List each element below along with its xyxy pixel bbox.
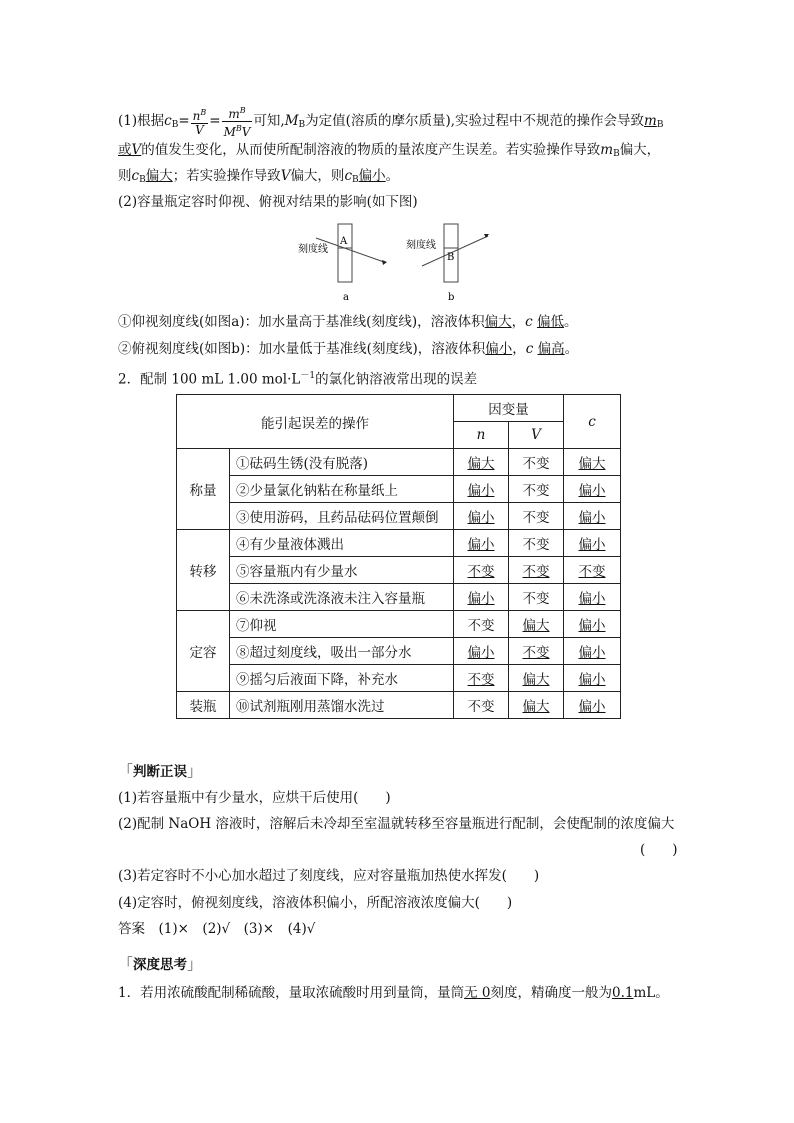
effect-cell-n: 偏小 [454, 503, 509, 530]
effect-cell-c: 偏小 [564, 476, 621, 503]
scale-line-label-b: 刻度线 [406, 240, 436, 251]
effect-cell-v: 不变 [509, 449, 564, 476]
point-a-label: A [340, 236, 348, 247]
effect-cell-v: 不变 [509, 503, 564, 530]
effect-cell-c: 不变 [564, 557, 621, 584]
operation-cell: ⑤容量瓶内有少量水 [230, 557, 454, 584]
caption-b: b [448, 292, 455, 303]
judge-section-title: 「判断正误」 [118, 762, 203, 780]
effect-cell-c: 偏小 [564, 584, 621, 611]
fraction-n-over-v: $\frac{n^B}{V}$ [192, 108, 207, 137]
operation-cell: ③使用游码，且药品砝码位置颠倒 [230, 503, 454, 530]
judge-q2: (2)配制 NaOH 溶液时，溶解后未冷却至室温就转移至容量瓶进行配制，会使配制的浓度偏大 [118, 816, 675, 832]
effect-cell-v: 偏大 [509, 665, 564, 692]
effect-cell-n: 不变 [454, 665, 509, 692]
effect-cell-n: 偏小 [454, 530, 509, 557]
operation-cell: ①砝码生锈(没有脱落) [230, 449, 454, 476]
header-c: c [564, 395, 621, 449]
table-row [177, 476, 621, 503]
paragraph-look-up: ①仰视刻度线(如图a)：加水量高于基准线(刻度线)，溶液体积偏大，c 偏低。 [118, 314, 578, 330]
header-operation: 能引起误差的操作 [177, 395, 454, 449]
effect-cell-n: 不变 [454, 557, 509, 584]
group-label: 转移 [177, 530, 230, 611]
formula-line: (1)根据$c_B=$ $\frac{n^B}{V}$ = $\frac{m^B}{M^BV}$ 可知$,M_B$为定值(溶质的摩尔质量),实验过程中不规范的操作会导致$m_B$ [118, 106, 664, 139]
judge-q2-blank: ( ) [640, 842, 678, 858]
judge-q1: (1)若容量瓶中有少量水，应烘干后使用( ) [118, 790, 391, 806]
effect-cell-c: 偏小 [564, 638, 621, 665]
effect-cell-n: 偏大 [454, 449, 509, 476]
table-row [177, 503, 621, 530]
table-row [177, 584, 621, 611]
error-table [176, 394, 621, 719]
operation-cell: ⑨摇匀后液面下降，补充水 [230, 665, 454, 692]
paragraph-line-2: 或V的值发生变化，从而使所配制溶液的物质的量浓度产生误差。若实验操作导致$m_B$偏大， [118, 142, 661, 159]
group-label: 定容 [177, 611, 230, 692]
effect-cell-n: 偏小 [454, 584, 509, 611]
header-n: n [454, 422, 509, 449]
section-2-heading: 2．配制 100 mL 1.00 $mol\cdot L^{-1}$的氯化钠溶液常出现的误差 [118, 371, 478, 388]
deep-section-title: 「深度思考」 [118, 955, 203, 973]
effect-cell-c: 偏小 [564, 530, 621, 557]
fraction-m-over-mv: $\frac{m^B}{M^BV}$ [223, 106, 251, 139]
effect-cell-n: 不变 [454, 611, 509, 638]
effect-cell-c: 偏大 [564, 449, 621, 476]
operation-cell: ⑥未洗涤或洗涤液未注入容量瓶 [230, 584, 454, 611]
group-label: 称量 [177, 449, 230, 530]
effect-cell-c: 偏小 [564, 611, 621, 638]
table-row [177, 557, 621, 584]
deep-q1: 1．若用浓硫酸配制稀硫酸，量取浓硫酸时用到量筒，量筒无 0刻度，精确度一般为0.1mL。 [118, 985, 669, 1001]
operation-cell: ⑧超过刻度线，吸出一部分水 [230, 638, 454, 665]
table-row [177, 665, 621, 692]
operation-cell: ⑦仰视 [230, 611, 454, 638]
table-row [177, 449, 621, 476]
operation-cell: ⑩试剂瓶刚用蒸馏水洗过 [230, 692, 454, 719]
table-row [177, 611, 621, 638]
header-variable: 因变量 [454, 395, 564, 422]
effect-cell-v: 不变 [509, 584, 564, 611]
effect-cell-v: 不变 [509, 530, 564, 557]
judge-q3: (3)若定容时不小心加水超过了刻度线，应对容量瓶加热使水挥发( ) [118, 868, 540, 884]
effect-cell-n: 不变 [454, 692, 509, 719]
effect-cell-n: 偏小 [454, 638, 509, 665]
paragraph-look-down: ②俯视刻度线(如图b)：加水量低于基准线(刻度线)，溶液体积偏小，c 偏高。 [118, 341, 579, 357]
header-v: V [509, 422, 564, 449]
effect-cell-v: 不变 [509, 638, 564, 665]
point-b-label: B [447, 252, 455, 263]
effect-cell-n: 偏小 [454, 476, 509, 503]
effect-cell-v: 偏大 [509, 692, 564, 719]
effect-cell-c: 偏小 [564, 665, 621, 692]
table-row [177, 692, 621, 719]
operation-cell: ②少量氯化钠粘在称量纸上 [230, 476, 454, 503]
caption-a: a [343, 292, 349, 303]
effect-cell-v: 不变 [509, 476, 564, 503]
table-row [177, 638, 621, 665]
volumetric-flask-figure [296, 222, 496, 304]
table-row [177, 530, 621, 557]
effect-cell-c: 偏小 [564, 503, 621, 530]
paragraph-line-4: (2)容量瓶定容时仰视、俯视对结果的影响(如下图) [118, 194, 418, 210]
scale-line-label-a: 刻度线 [298, 244, 328, 255]
group-label: 装瓶 [177, 692, 230, 719]
effect-cell-v: 不变 [509, 557, 564, 584]
paragraph-line-3: 则$c_B$偏大；若实验操作导致V偏大，则$c_B$偏小。 [118, 168, 400, 185]
operation-cell: ④有少量液体溅出 [230, 530, 454, 557]
effect-cell-c: 偏小 [564, 692, 621, 719]
judge-q4: (4)定容时，俯视刻度线，溶液体积偏小，所配溶液浓度偏大( ) [118, 895, 513, 911]
judge-answer: 答案 (1)× (2)√ (3)× (4)√ [118, 921, 316, 937]
effect-cell-v: 偏大 [509, 611, 564, 638]
